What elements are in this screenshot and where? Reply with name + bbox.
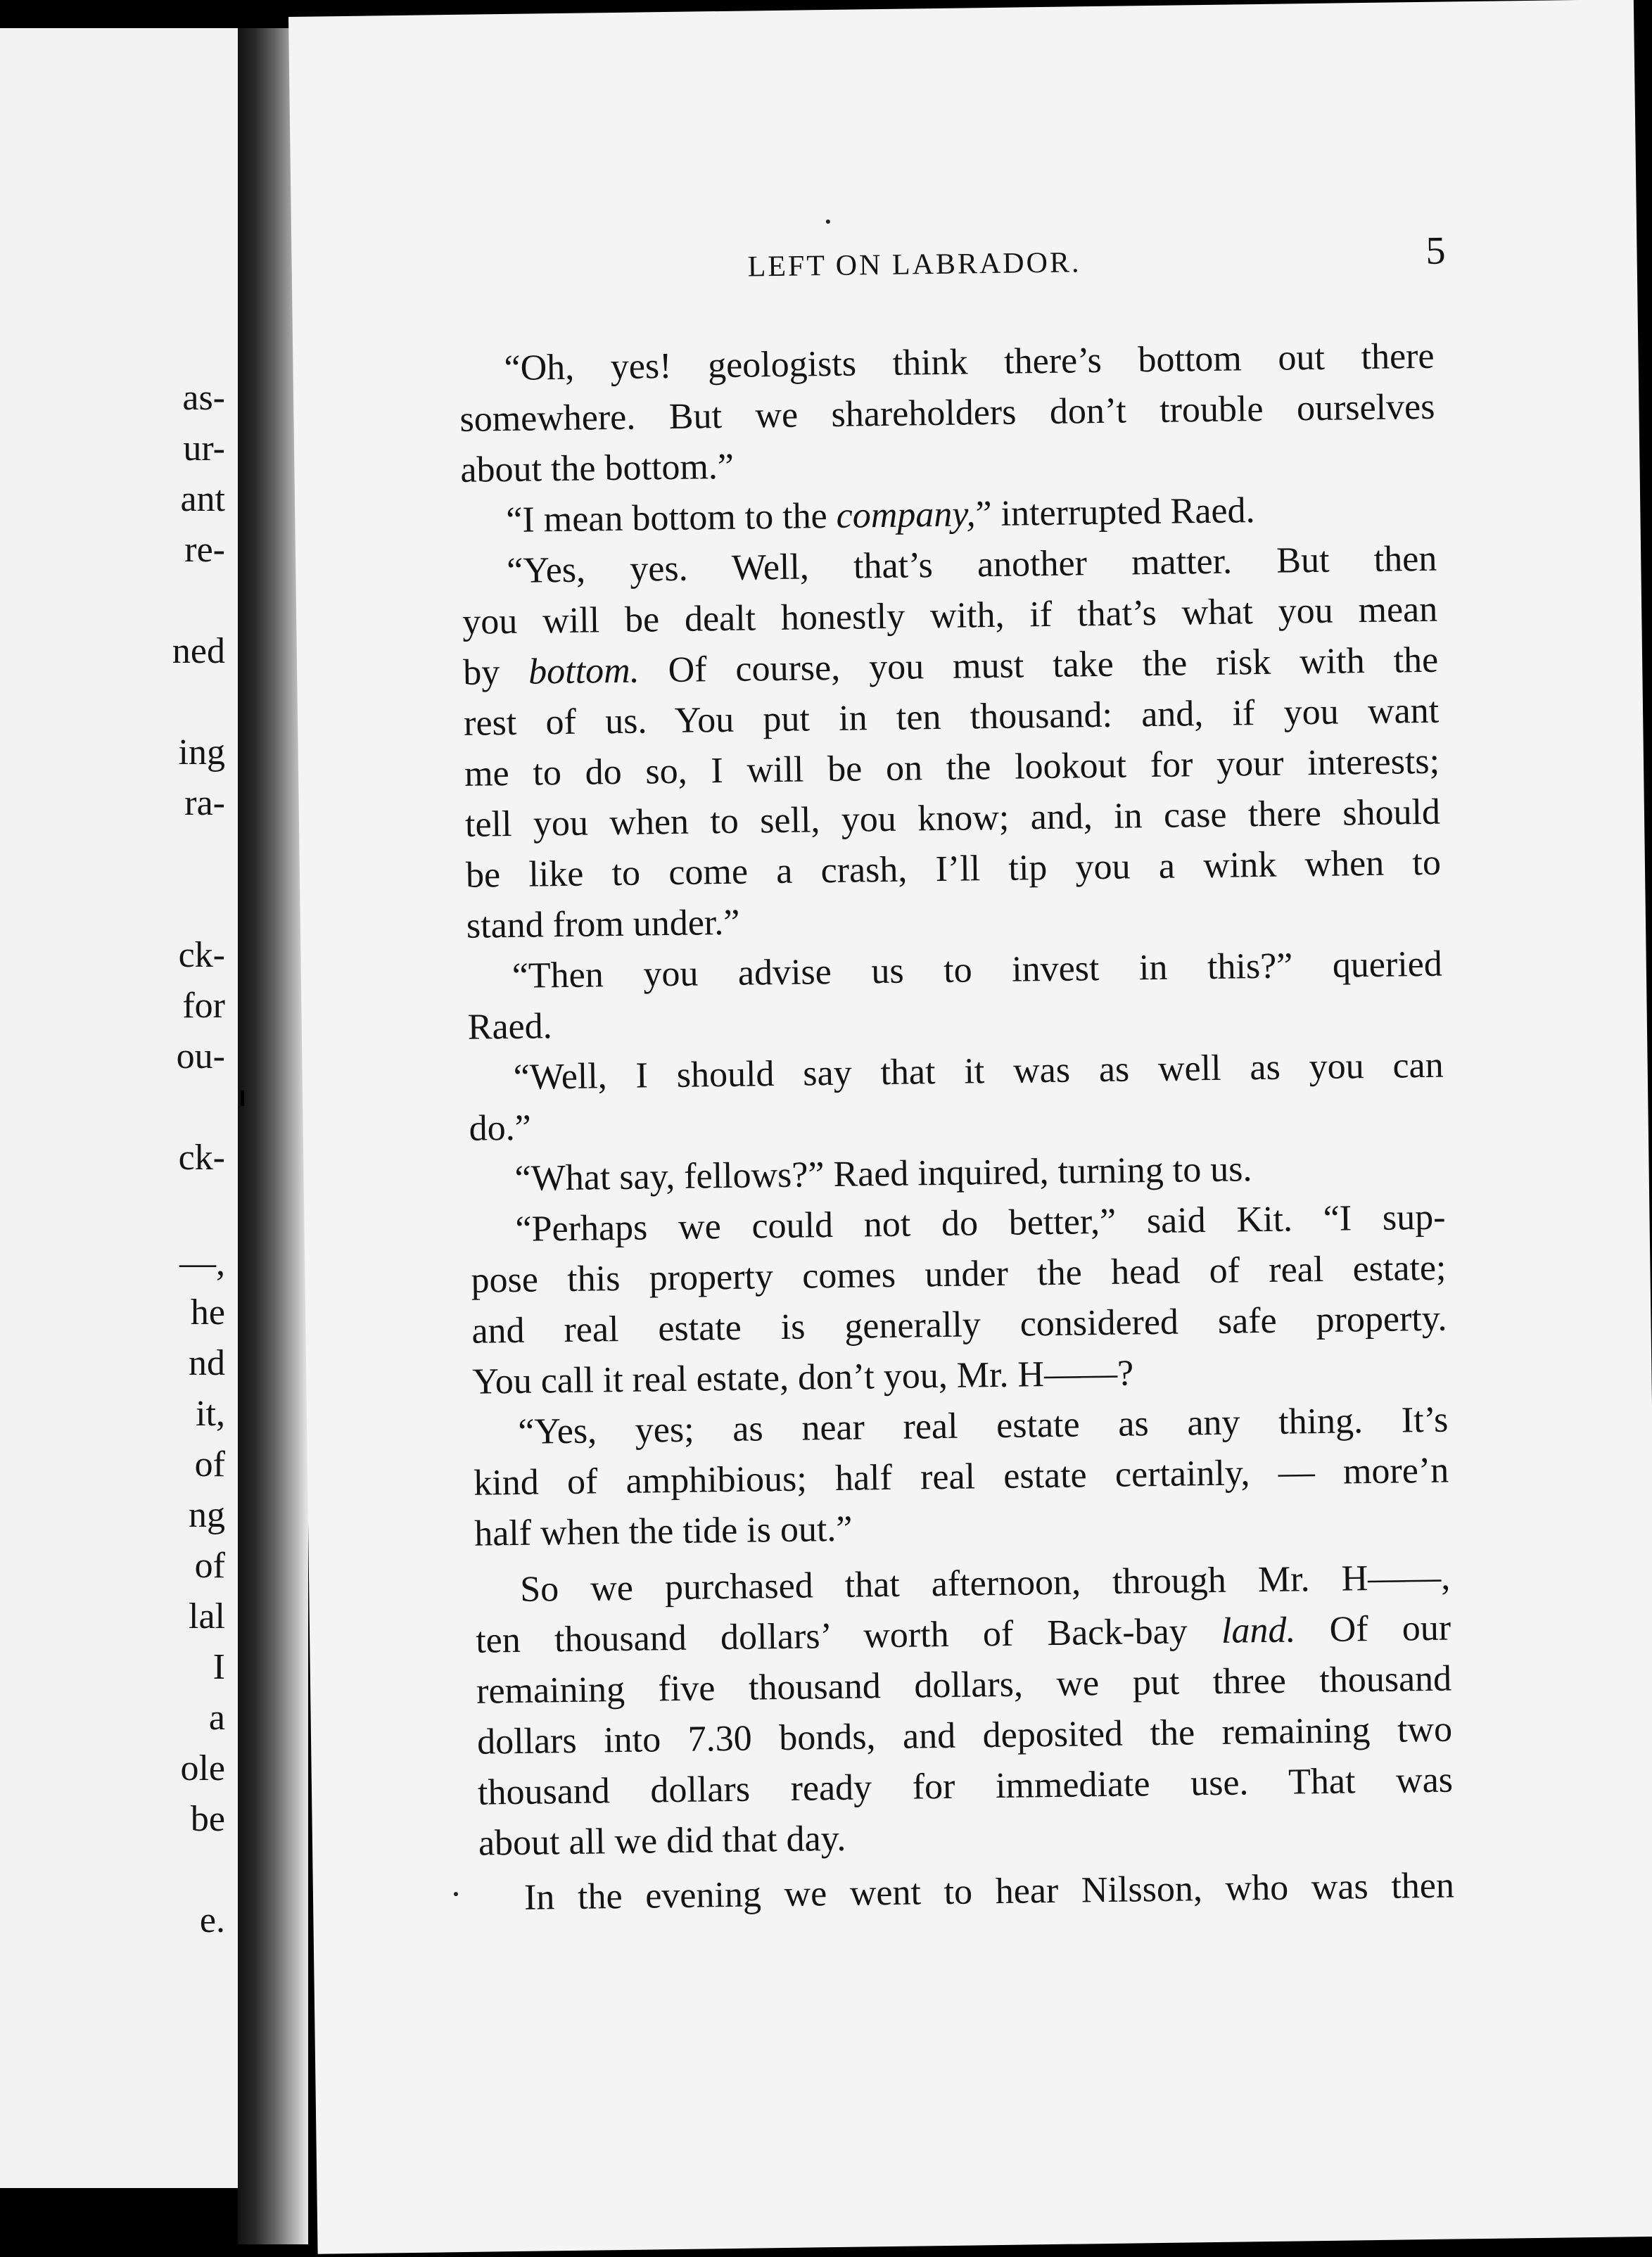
text-segment: ten thousand dollars’ worth of Back-bay [475, 1611, 1188, 1661]
text-segment: ” interrupted Raed. [975, 490, 1255, 535]
text-line: dollars into 7.30 bonds, and deposited the remaining two [476, 1709, 1453, 1762]
text-line: “Oh, yes! geologists think there’s bottom out there [504, 336, 1435, 389]
left-page-fragment: ck- [178, 935, 225, 975]
left-page-fragment: a [208, 1698, 225, 1738]
text-line: tell you when to sell, you know; and, in case there should [464, 791, 1441, 845]
text-line: “What say, fellows?” Raed inquired, turning to us. [514, 1149, 1252, 1199]
text-line: half when the tide is out.” [474, 1508, 853, 1554]
text-line: thousand dollars ready for immediate use. That was [477, 1760, 1454, 1813]
left-page-fragment: for [182, 986, 225, 1026]
text-line: you will be dealt honestly with, if that’s what you mean [462, 589, 1438, 642]
text-segment: Of course, you must take the risk with the [668, 640, 1439, 691]
italic-word: bottom. [528, 650, 640, 692]
left-facing-page [0, 28, 241, 2188]
page-number: 5 [1425, 229, 1446, 273]
text-line [463, 642, 1439, 692]
gutter-mark [241, 1091, 244, 1106]
left-page-fragment: re- [184, 530, 225, 570]
left-page-fragment: ole [180, 1748, 225, 1788]
left-page-fragment: of [194, 1546, 225, 1586]
text-line: In the evening we went to hear Nilsson, who was then [523, 1865, 1455, 1918]
left-page-fragment: I [212, 1647, 225, 1687]
text-line: pose this property comes under the head of real estate; [471, 1247, 1447, 1301]
text-line: stand from under.” [466, 902, 740, 946]
left-page-fragment: e. [199, 1900, 225, 1940]
text-segment: by [462, 652, 500, 693]
left-page-fragment: ck- [178, 1138, 225, 1178]
text-line: me to do so, I will be on the lookout for your interests; [464, 741, 1440, 794]
text-line: “Yes, yes; as near real estate as any thing. It’s [517, 1399, 1449, 1452]
left-page-fragment: of [194, 1444, 225, 1484]
text-segment: “I mean bottom to the [506, 496, 828, 541]
left-page-fragment: it, [196, 1394, 225, 1434]
text-line: be like to come a crash, I’ll tip you a wink when to [465, 842, 1442, 896]
running-head: LEFT ON LABRADOR. [747, 246, 1081, 284]
ink-speck [454, 1892, 458, 1896]
text-line [506, 490, 1437, 539]
text-line: do.” [469, 1107, 532, 1149]
text-line: and real estate is generally considered safe property. [471, 1298, 1447, 1352]
text-line [476, 1610, 1451, 1660]
italic-word: land. [1221, 1610, 1296, 1651]
left-page-fragment: ng [189, 1495, 225, 1535]
text-line: You call it real estate, don’t you, Mr. H——? [472, 1353, 1134, 1402]
left-page-fragment: be [190, 1799, 225, 1839]
text-line: “Perhaps we could not do better,” said Kit. “I sup- [515, 1197, 1446, 1250]
left-page-fragment: ur- [183, 428, 225, 469]
text-line: somewhere. But we shareholders don’t trouble ourselves [459, 386, 1435, 440]
left-page-fragment: ing [178, 732, 225, 773]
text-segment: Of our [1329, 1608, 1451, 1650]
left-page-fragment: —, [179, 1243, 225, 1283]
left-page-fragment: nd [189, 1343, 225, 1383]
text-line: “Well, I should say that it was as well as you can [513, 1045, 1444, 1098]
ink-speck [826, 220, 830, 224]
italic-word: company, [836, 494, 976, 536]
text-line: remaining five thousand dollars, we put three thousand [476, 1658, 1452, 1712]
left-page-fragment: ant [180, 479, 225, 519]
left-page-fragment: ou- [176, 1036, 225, 1076]
text-line: kind of amphibious; half real estate certainly, — more’n [473, 1450, 1449, 1503]
text-line: rest of us. You put in ten thousand: and, if you want [463, 690, 1440, 744]
text-line: about all we did that day. [478, 1818, 846, 1864]
left-page-fragment: ra- [184, 783, 225, 823]
text-line: “Yes, yes. Well, that’s another matter. But then [506, 538, 1437, 592]
text-line: So we purchased that afternoon, through Mr. H——, [519, 1557, 1451, 1610]
left-page-fragment: he [190, 1292, 225, 1333]
left-page-fragment: lal [189, 1596, 225, 1636]
text-line: about the bottom.” [460, 446, 735, 490]
left-page-fragment: as- [182, 378, 225, 418]
right-page [288, 0, 1652, 2254]
text-line: “Then you advise us to invest in this?” queried [512, 943, 1443, 996]
left-page-fragment: ned [172, 631, 225, 671]
text-line: Raed. [467, 1006, 553, 1048]
